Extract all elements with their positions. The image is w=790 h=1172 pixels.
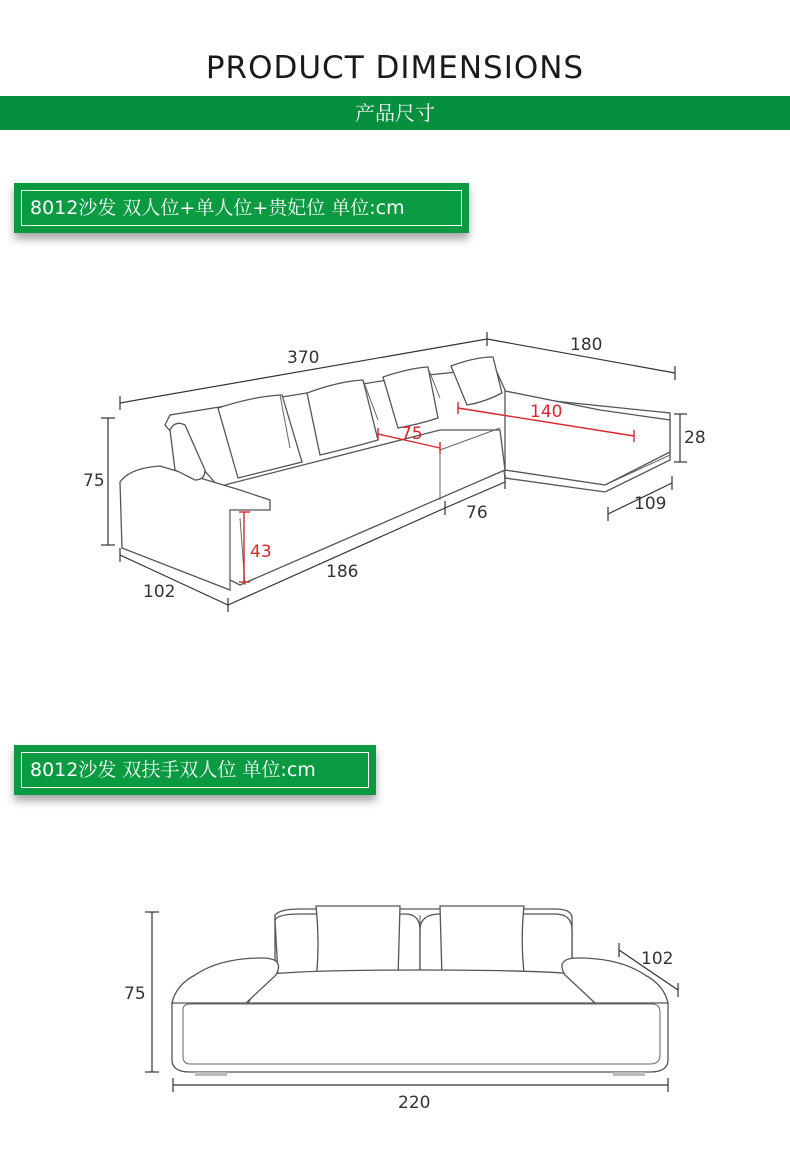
dim-43-text: 43 — [250, 542, 272, 562]
section-1-label-text: 8012沙发 双人位+单人位+贵妃位 单位:cm — [21, 190, 462, 226]
subtitle-band: 产品尺寸 — [0, 96, 790, 130]
dim-102-text-2: 102 — [641, 949, 674, 969]
dim-220-line — [173, 1078, 668, 1092]
dim-75-red-text: 75 — [401, 424, 423, 444]
dim-75-text-2: 75 — [124, 984, 146, 1004]
dim-109-text: 109 — [634, 494, 667, 514]
dim-102-text: 102 — [143, 582, 176, 602]
section-2-label — [14, 745, 376, 795]
dim-180-text: 180 — [570, 335, 603, 355]
dim-370-text: 370 — [287, 348, 320, 368]
dim-75-height-text: 75 — [83, 471, 105, 491]
two-seat-sofa-diagram — [0, 880, 790, 1140]
dim-220-text: 220 — [398, 1093, 431, 1113]
dim-76-text: 76 — [466, 503, 488, 523]
dim-140-text: 140 — [530, 402, 563, 422]
page-title: PRODUCT DIMENSIONS — [205, 50, 585, 86]
dim-28-text: 28 — [684, 428, 706, 448]
section-2-label-text: 8012沙发 双扶手双人位 单位:cm — [21, 752, 369, 788]
sectional-sofa-diagram — [0, 320, 790, 650]
section-1-label — [14, 183, 469, 233]
dim-186-text: 186 — [326, 562, 359, 582]
dim-75-line-2 — [145, 912, 159, 1072]
